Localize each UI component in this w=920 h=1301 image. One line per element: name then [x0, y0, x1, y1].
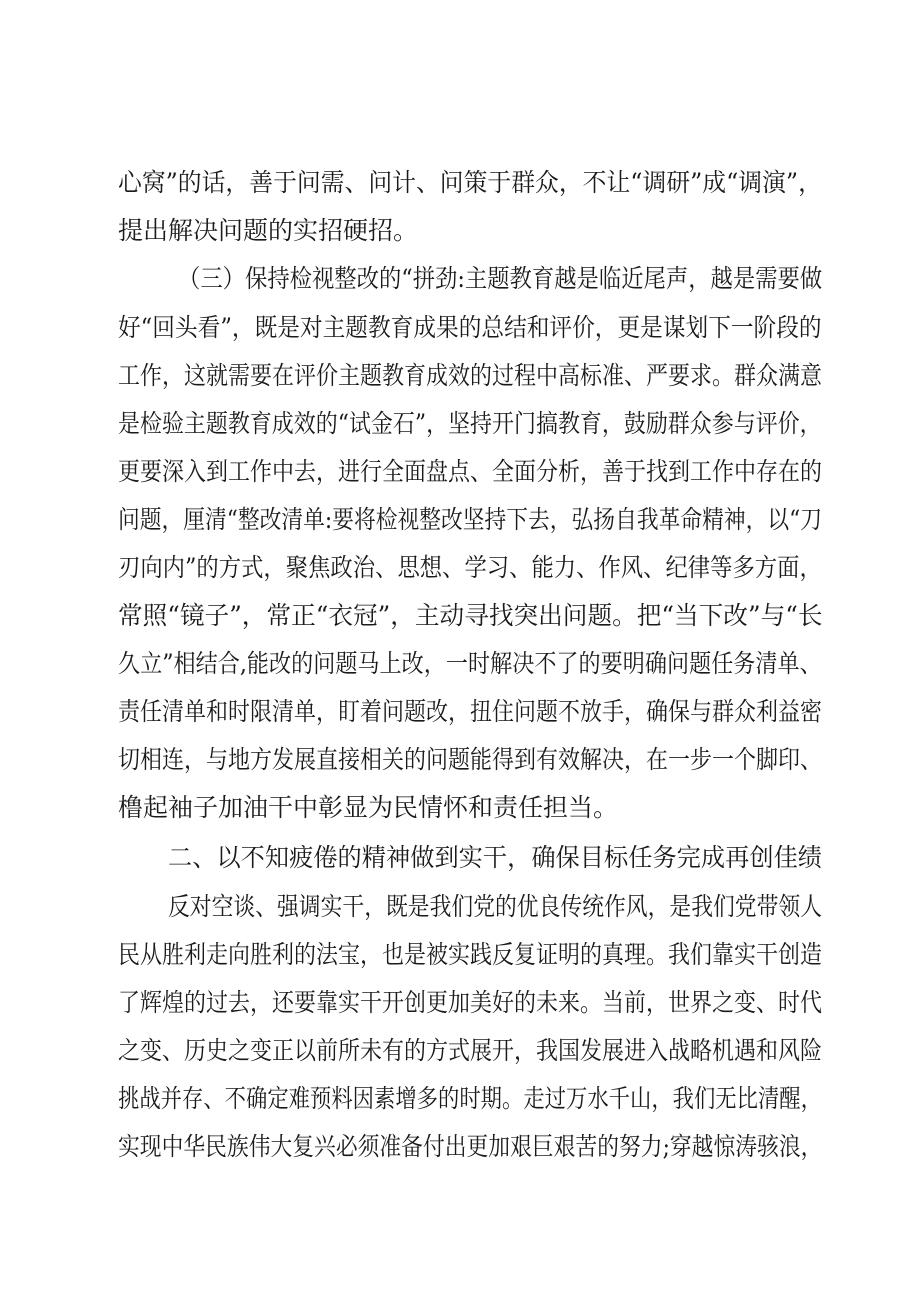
text-line: （三）保持检视整改的“拼劲:主题教育越是临近尾声，越是需要做 [178, 264, 823, 293]
text-line: 挑战并存、不确定难预料因素增多的时期。走过万水千山，我们无比清醒， [118, 1084, 822, 1113]
text-line: 心窝”的话，善于问需、问计、问策于群众，不让“调研”成“调演”， [118, 168, 822, 197]
text-line: 是检验主题教育成效的“试金石”，坚持开门搞教育，鼓励群众参与评价， [118, 409, 822, 438]
text-line: 了辉煌的过去，还要靠实干开创更加美好的未来。当前，世界之变、时代 [118, 988, 823, 1017]
text-line: 问题，厘清“整改清单:要将检视整改坚持下去，弘扬自我革命精神，以“刀 [118, 505, 822, 534]
section-heading: 二、以不知疲倦的精神做到实干，确保目标任务完成再创佳绩 [168, 843, 823, 872]
text-line: 提出解决问题的实招硬招。 [118, 216, 419, 245]
text-line: 反对空谈、强调实干，既是我们党的优良传统作风，是我们党带领人 [168, 892, 823, 921]
text-line: 之变、历史之变正以前所未有的方式展开，我国发展进入战略机遇和风险 [118, 1036, 823, 1065]
text-line: 久立”相结合,能改的问题马上改，一时解决不了的要明确问题任务清单、 [118, 649, 822, 678]
text-line: 更要深入到工作中去，进行全面盘点、全面分析，善于找到工作中存在的 [118, 457, 823, 486]
text-line: 常照“镜子”，常正“衣冠”，主动寻找突出问题。把“当下改”与“长 [118, 601, 823, 630]
text-line: 好“回头看”，既是对主题教育成果的总结和评价，更是谋划下一阶段的 [118, 313, 822, 342]
text-line: 实现中华民族伟大复兴必须准备付出更加艰巨艰苦的努力;穿越惊涛骇浪， [118, 1132, 823, 1161]
text-line: 工作，这就需要在评价主题教育成效的过程中高标准、严要求。群众满意 [118, 361, 823, 390]
text-line: 刃向内”的方式，聚焦政治、思想、学习、能力、作风、纪律等多方面， [118, 553, 822, 582]
text-line: 橹起袖子加油干中彰显为民情怀和责任担当。 [118, 793, 619, 822]
text-line: 责任清单和时限清单，盯着问题改，扭住问题不放手，确保与群众利益密 [118, 697, 823, 726]
text-line: 民从胜利走向胜利的法宝，也是被实践反复证明的真理。我们靠实干创造 [118, 940, 823, 969]
text-line: 切相连，与地方发展直接相关的问题能得到有效解决，在一步一个脚印、 [118, 745, 823, 774]
